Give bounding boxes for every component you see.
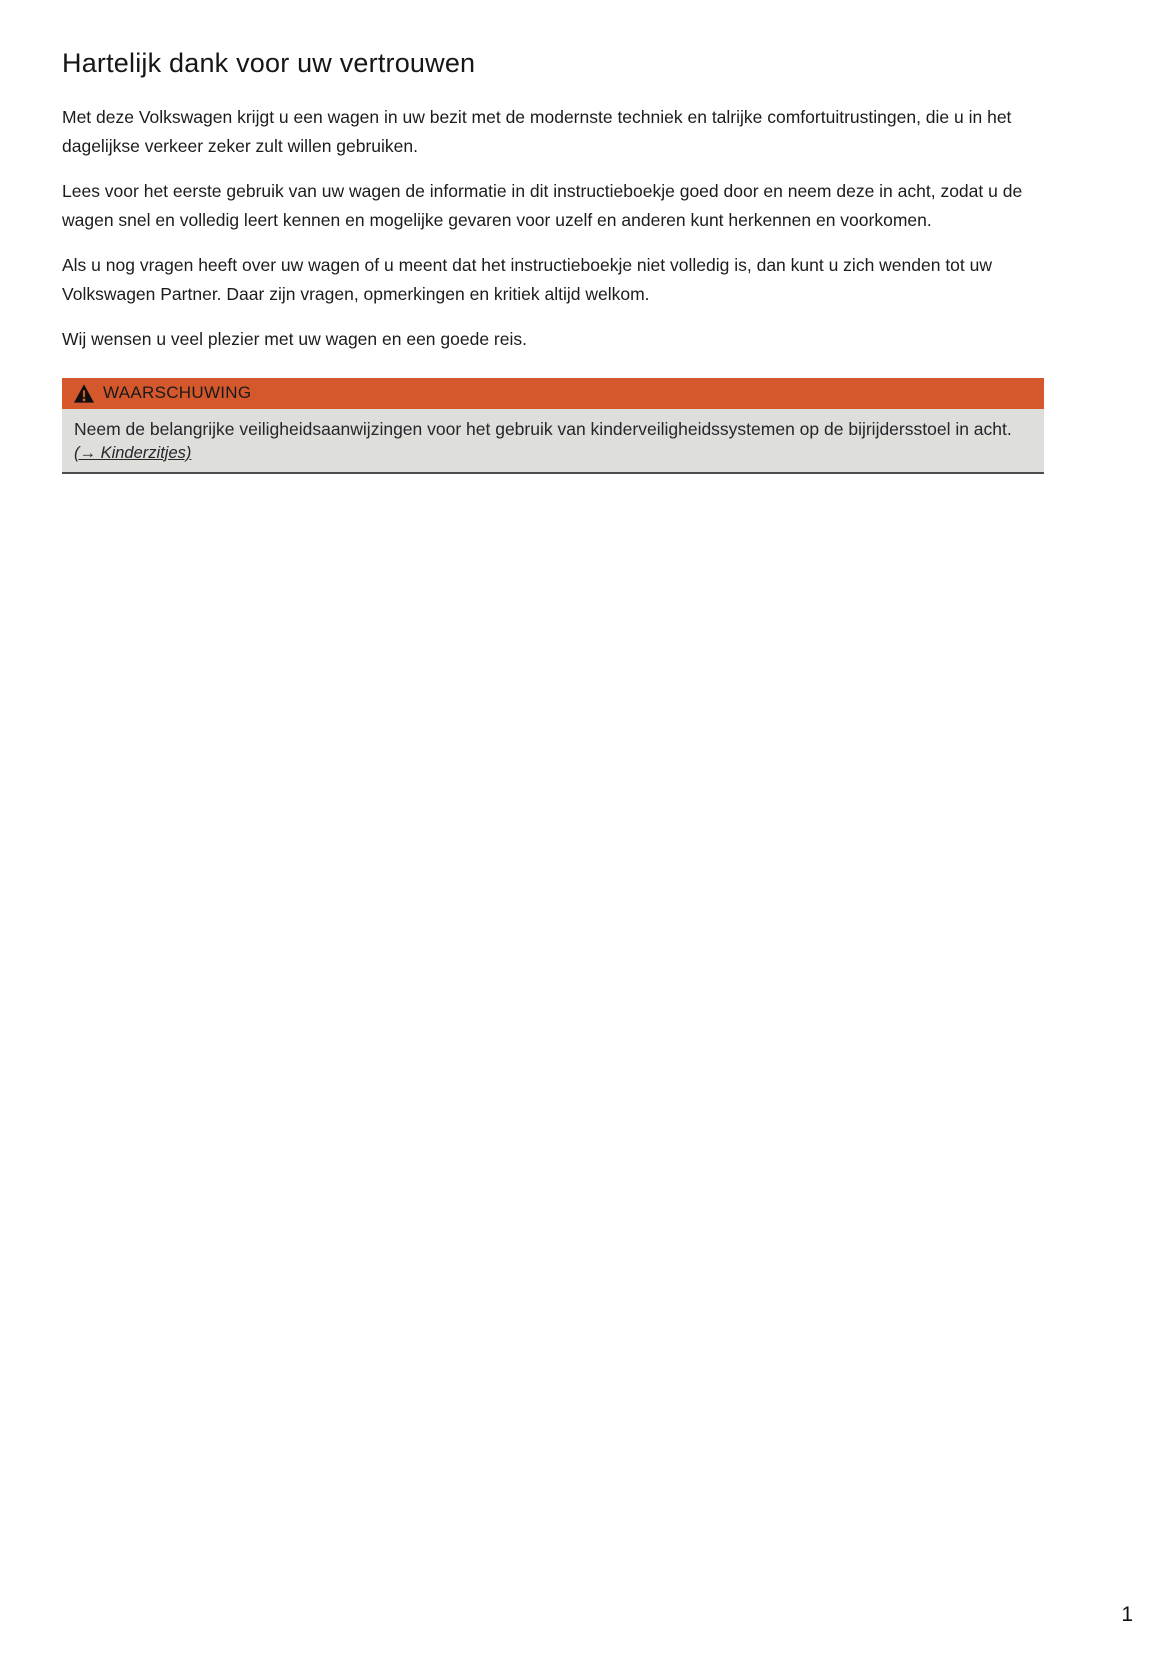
paragraph-1: Met deze Volkswagen krijgt u een wagen in uw bezit met de modernste techniek en talrijke comfortuitrustingen, die u in het dagelijkse verkeer zeker zult willen gebruiken. — [62, 107, 1012, 156]
warning-triangle-icon — [74, 384, 94, 403]
page-number: 1 — [1121, 1603, 1133, 1626]
page-title: Hartelijk dank voor uw vertrouwen — [62, 48, 476, 78]
warning-box — [62, 378, 1044, 474]
warning-title: WAARSCHUWING — [103, 383, 252, 402]
intro-text — [62, 103, 1103, 354]
paragraph-2: Lees voor het eerste gebruik van uw wagen de informatie in dit instructieboekje goed door en neem deze in acht, zodat u de wagen snel en volledig leert kennen en mogelijke gevaren voor uzelf en anderen kunt herkennen en voorkomen. — [62, 181, 1023, 230]
warning-text: Neem de belangrijke veiligheidsaanwijzingen voor het gebruik van kinderveiligheidssystemen op de bijrijdersstoel in acht. — [74, 418, 1012, 439]
warning-header — [62, 378, 1044, 409]
kinderzitjes-cross-reference-link[interactable]: (→ Kinderzitjes) — [74, 443, 192, 462]
paragraph-4: Wij wensen u veel plezier met uw wagen en een goede reis. — [62, 329, 527, 349]
warning-body — [62, 409, 1044, 474]
paragraph-3: Als u nog vragen heeft over uw wagen of u meent dat het instructieboekje niet volledig is, dan kunt u zich wenden tot uw Volkswagen Partner. Daar zijn vragen, opmerkingen en kritiek altijd welkom. — [62, 255, 993, 304]
